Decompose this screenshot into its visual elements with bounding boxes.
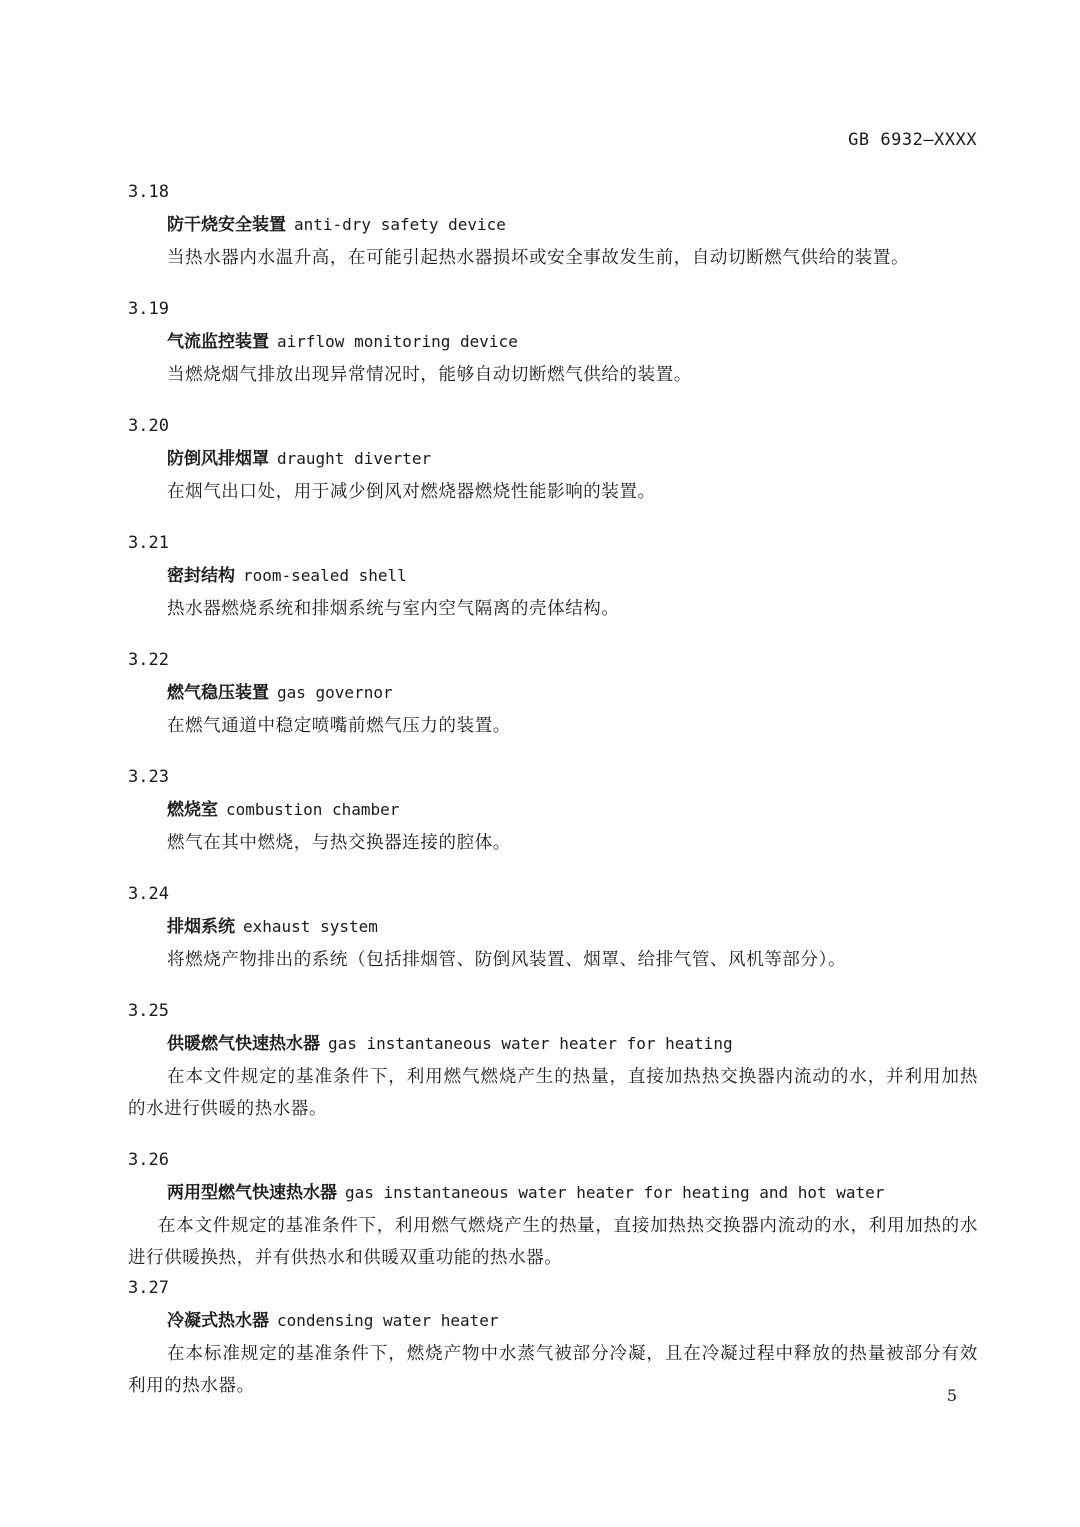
term-number: 3.27: [128, 1278, 169, 1298]
term-definition: 燃气在其中燃烧，与热交换器连接的腔体。: [167, 833, 511, 853]
term-number: 3.24: [128, 884, 169, 904]
term-definition: 在本文件规定的基准条件下，利用燃气燃烧产生的热量，直接加热热交换器内流动的水，利用加热的水进行供暖换热，并有供热水和供暖双重功能的热水器。: [128, 1216, 978, 1268]
term-number: 3.25: [128, 1001, 169, 1021]
term-number: 3.22: [128, 650, 169, 670]
term-definition: 在本标准规定的基准条件下，燃烧产物中水蒸气被部分冷凝，且在冷凝过程中释放的热量被部分有效利用的热水器。: [128, 1344, 978, 1396]
term-chinese: 气流监控装置: [167, 332, 269, 352]
term-definitions: [128, 178, 978, 1423]
term-english: room-sealed shell: [243, 566, 407, 585]
term-entry-3-24: [128, 880, 978, 976]
term-definition: 在烟气出口处，用于减少倒风对燃烧器燃烧性能影响的装置。: [167, 482, 656, 502]
term-entry-3-25: [128, 997, 978, 1125]
term-entry-3-26: [128, 1146, 978, 1274]
term-chinese: 排烟系统: [167, 917, 235, 937]
term-title: [128, 210, 978, 240]
term-english: airflow monitoring device: [277, 332, 518, 351]
term-entry-3-21: [128, 529, 978, 625]
term-chinese: 密封结构: [167, 566, 235, 586]
term-title: [128, 678, 978, 708]
term-title: [128, 1306, 978, 1336]
term-chinese: 燃烧室: [167, 800, 218, 820]
term-definition: 当燃烧烟气排放出现异常情况时，能够自动切断燃气供给的装置。: [167, 365, 692, 385]
term-chinese: 燃气稳压装置: [167, 683, 269, 703]
term-number: 3.21: [128, 533, 169, 553]
term-english: anti-dry safety device: [294, 215, 506, 234]
term-english: exhaust system: [243, 917, 378, 936]
term-title: [128, 444, 978, 474]
term-english: gas governor: [277, 683, 393, 702]
term-english: gas instantaneous water heater for heating and hot water: [345, 1183, 885, 1202]
term-english: gas instantaneous water heater for heating: [328, 1034, 733, 1053]
page-number: 5: [946, 1386, 957, 1405]
term-definition: 热水器燃烧系统和排烟系统与室内空气隔离的壳体结构。: [167, 599, 620, 619]
term-number: 3.23: [128, 767, 169, 787]
term-definition: 在本文件规定的基准条件下，利用燃气燃烧产生的热量，直接加热热交换器内流动的水，并利用加热的水进行供暖的热水器。: [128, 1067, 978, 1119]
term-chinese: 两用型燃气快速热水器: [167, 1183, 337, 1203]
term-definition: 将燃烧产物排出的系统（包括排烟管、防倒风装置、烟罩、给排气管、风机等部分）。: [167, 950, 847, 970]
term-number: 3.19: [128, 299, 169, 319]
term-title: [128, 912, 978, 942]
term-entry-3-23: [128, 763, 978, 859]
term-title: [128, 561, 978, 591]
term-title: [128, 1029, 978, 1059]
term-title: [128, 1178, 978, 1208]
term-number: 3.18: [128, 182, 169, 202]
term-definition: 当热水器内水温升高，在可能引起热水器损坏或安全事故发生前，自动切断燃气供给的装置。: [167, 248, 910, 268]
document-code: GB 6932—XXXX: [848, 130, 977, 150]
term-entry-3-20: [128, 412, 978, 508]
term-english: combustion chamber: [226, 800, 400, 819]
term-chinese: 供暖燃气快速热水器: [167, 1034, 320, 1054]
term-definition: 在燃气通道中稳定喷嘴前燃气压力的装置。: [167, 716, 511, 736]
term-entry-3-27: [128, 1274, 978, 1402]
term-number: 3.26: [128, 1150, 169, 1170]
term-number: 3.20: [128, 416, 169, 436]
term-title: [128, 327, 978, 357]
term-entry-3-22: [128, 646, 978, 742]
term-chinese: 防倒风排烟罩: [167, 449, 269, 469]
term-entry-3-19: [128, 295, 978, 391]
term-english: condensing water heater: [277, 1311, 499, 1330]
term-title: [128, 795, 978, 825]
term-entry-3-18: [128, 178, 978, 274]
term-english: draught diverter: [277, 449, 432, 468]
term-chinese: 防干烧安全装置: [167, 215, 286, 235]
term-chinese: 冷凝式热水器: [167, 1311, 269, 1331]
